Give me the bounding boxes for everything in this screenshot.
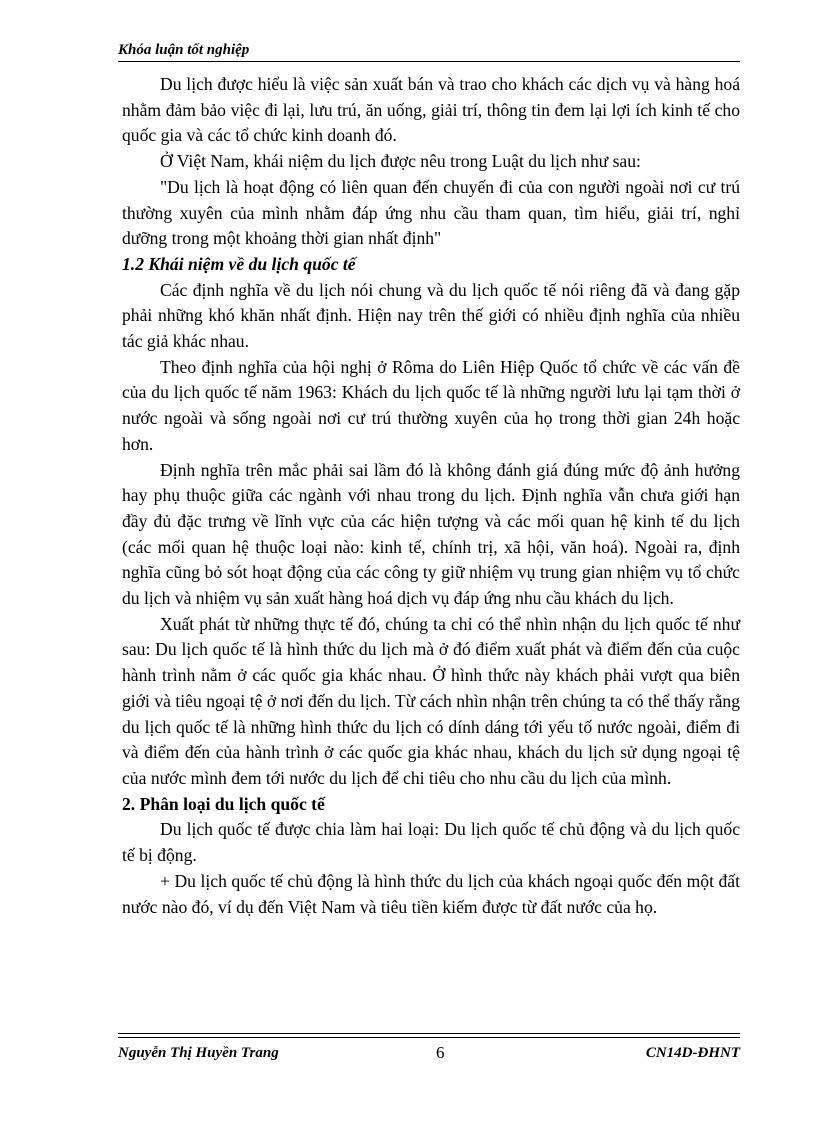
footer-class-code: CN14D-ĐHNT xyxy=(645,1045,740,1061)
paragraph: Các định nghĩa về du lịch nói chung và du lịch quốc tế nói riêng đã và đang gặp phải những khó khăn nhất định. Hiện nay trên thế giới có nhiều định nghĩa của nhiều tác giả khác nhau. xyxy=(122,279,740,352)
header-title: Khóa luận tốt nghiệp xyxy=(118,42,250,58)
paragraph: Du lịch được hiểu là việc sản xuất bán và trao cho khách các dịch vụ và hàng hoá nhằm đảm bảo việc đi lại, lưu trú, ăn uống, giải trí, thông tin đem lại lợi ích kinh tế cho quốc gia và các tổ chức kinh doanh đó. xyxy=(122,74,740,146)
section-heading: 2. Phân loại du lịch quốc tế xyxy=(122,793,325,814)
footer-divider xyxy=(118,1037,740,1038)
paragraph: + Du lịch quốc tế chủ động là hình thức du lịch của khách ngoại quốc đến một đất nước nào đó, ví dụ đến Việt Nam và tiêu tiền kiếm được từ đất nước của họ. xyxy=(122,870,740,917)
section-heading: 1.2 Khái niệm về du lịch quốc tế xyxy=(122,253,356,274)
footer-author: Nguyễn Thị Huyền Trang xyxy=(118,1045,279,1061)
paragraph: Định nghĩa trên mắc phải sai lầm đó là không đánh giá đúng mức độ ảnh hưởng hay phụ thuộc giữa các ngành với nhau trong du lịch. Định nghĩa vẫn chưa giới hạn đầy đủ đặc trưng về lĩnh vực của các hiện tượng và các mối quan hệ kinh tế du lịch (các mối quan hệ thuộc loại nào: kinh tế, chính trị, xã hội, văn hoá). Ngoài ra, định nghĩa cũng bỏ sót hoạt động của các công ty giữ nhiệm vụ trung gian nhiệm vụ tổ chức du lịch và nhiệm vụ sản xuất hàng hoá dịch vụ đáp ứng nhu cầu khách du lịch. xyxy=(122,459,740,609)
paragraph: Theo định nghĩa của hội nghị ở Rôma do Liên Hiệp Quốc tổ chức về các vấn đề của du lịch quốc tế năm 1963: Khách du lịch quốc tế là những người lưu lại tạm thời ở nước ngoài và sống ngoài nơi cư trú thường xuyên của họ trong thời gian 24h hoặc hơn. xyxy=(122,356,740,454)
paragraph: Ở Việt Nam, khái niệm du lịch được nêu trong Luật du lịch như sau: xyxy=(160,151,641,172)
footer-divider xyxy=(118,1033,740,1034)
paragraph: Xuất phát từ những thực tế đó, chúng ta chỉ có thể nhìn nhận du lịch quốc tế như sau: Du lịch quốc tế là hình thức du lịch mà ở đó điểm xuất phát và điểm đến của cuộc hành trình nằm ở các quốc gia khác nhau. Ở hình thức này khách phải vượt qua biên giới và tiêu ngoại tệ ở nơi đến du lịch. Từ cách nhìn nhận trên chúng ta có thể thấy rằng du lịch quốc tế là những hình thức du lịch có dính dáng tới yếu tố nước ngoài, điểm đi và điểm đến của hành trình ở các quốc gia khác nhau, khách du lịch sử dụng ngoại tệ của nước mình đem tới nước du lịch để chi tiêu cho nhu cầu du lịch của mình. xyxy=(122,613,740,788)
page-number: 6 xyxy=(436,1043,445,1062)
paragraph: Du lịch quốc tế được chia làm hai loại: Du lịch quốc tế chủ động và du lịch quốc tế bị động. xyxy=(122,819,740,866)
body-content xyxy=(122,72,740,920)
paragraph: "Du lịch là hoạt động có liên quan đến chuyến đi của con người ngoài nơi cư trú thường xuyên của mình nhằm đáp ứng nhu cầu tham quan, tìm hiểu, giải trí, nghỉ dưỡng trong một khoảng thời gian nhất định" xyxy=(122,176,740,249)
header-divider xyxy=(118,61,740,62)
